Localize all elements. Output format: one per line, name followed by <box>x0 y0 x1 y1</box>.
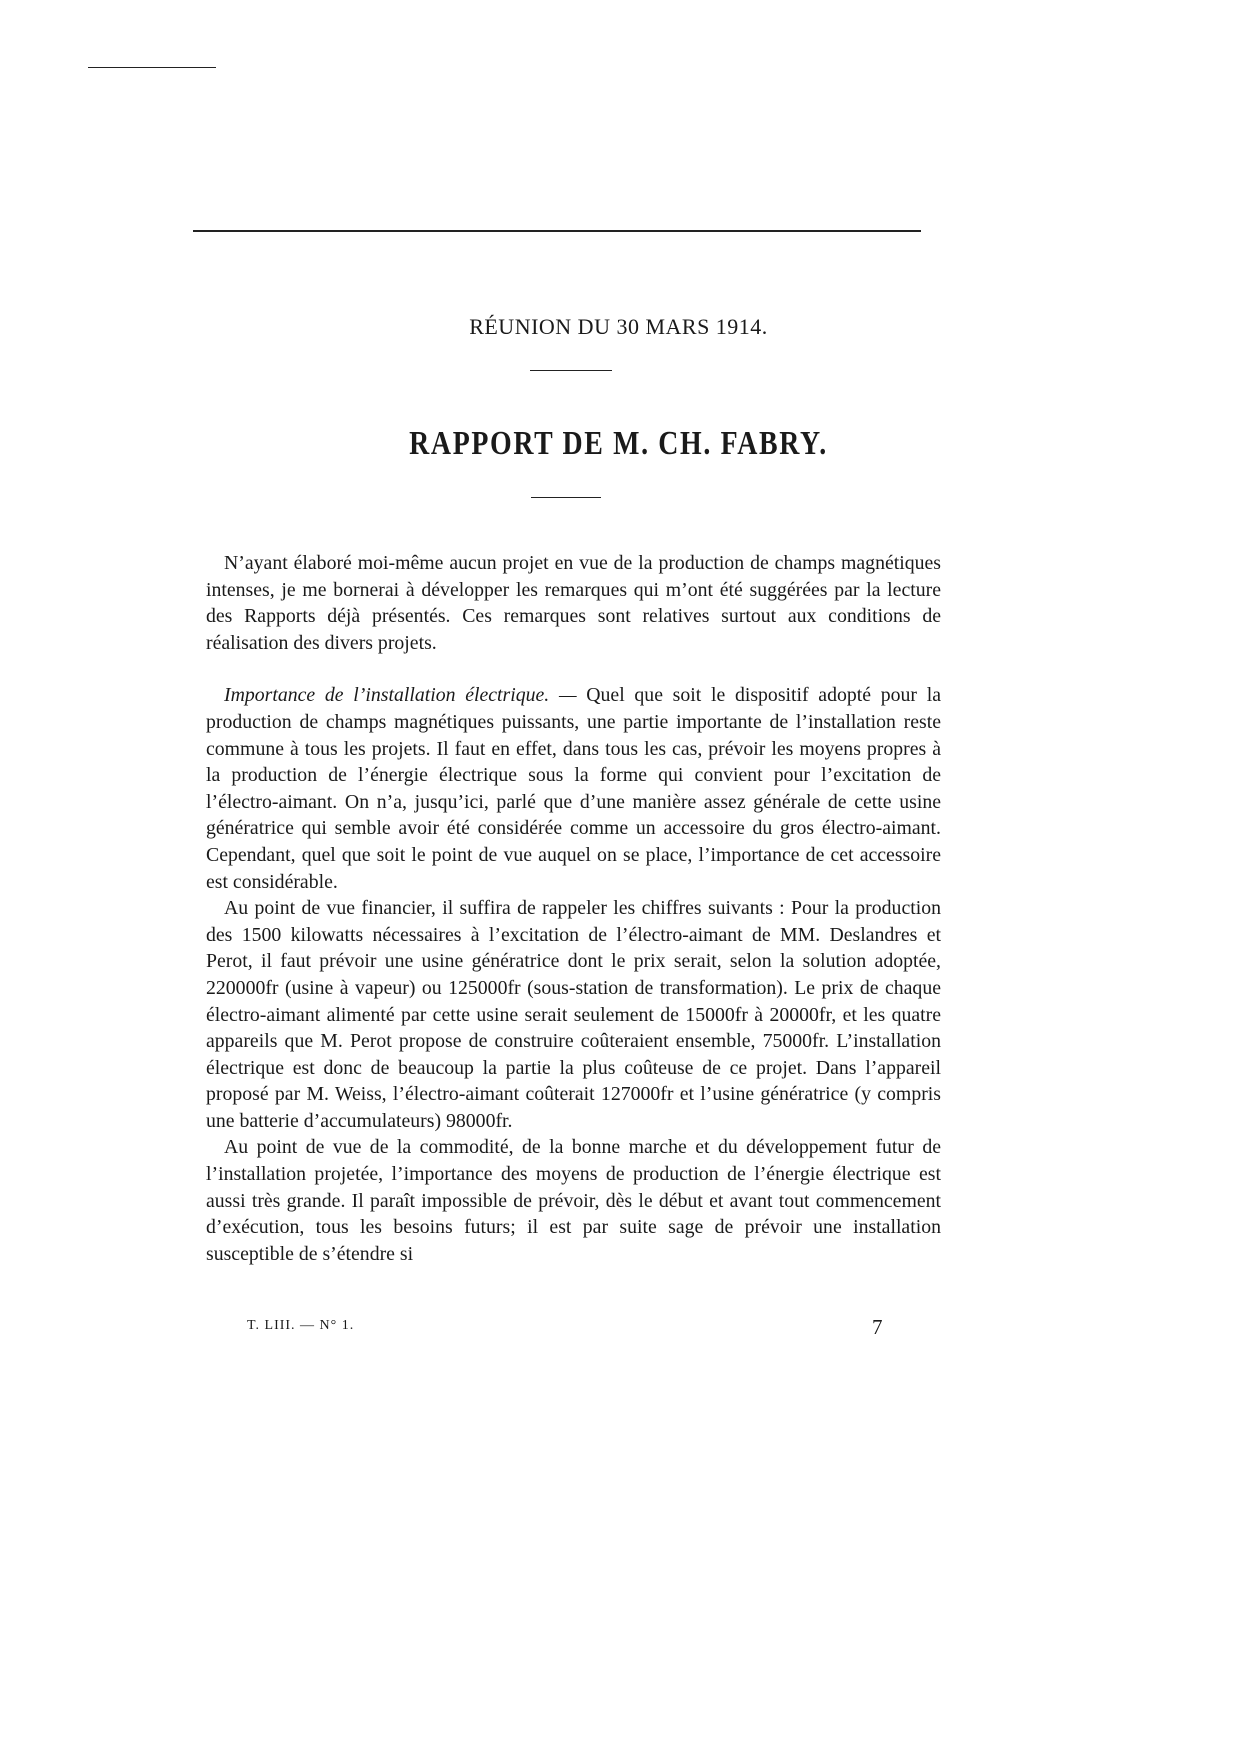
section-heading: Importance de l’installation électrique. — <box>224 684 577 707</box>
report-title: RAPPORT DE M. CH. FABRY. <box>409 425 828 462</box>
volume-reference: T. LIII. — N° 1. <box>247 1318 355 1333</box>
report-body <box>206 550 941 1267</box>
page-number: 7 <box>872 1315 883 1339</box>
header-rule <box>193 230 921 232</box>
paragraph-intro: N’ayant élaboré moi-même aucun projet en vue de la production de champs magnétiques intenses, je me bornerai à développer les remarques qui m’ont été suggérées par la lecture des Rapports déjà présentés. Ces remarques sont relatives surtout aux conditions de réalisation des divers projets. <box>206 552 941 654</box>
separator-rule <box>531 497 601 498</box>
separator-rule <box>530 370 612 371</box>
paragraph-financial: Au point de vue financier, il suffira de rappeler les chiffres suivants : Pour la production des 1500 kilowatts nécessaires à l’excitation de l’électro-aimant de MM. Deslandres et Perot, il faut prévoir une usine génératrice dont le prix serait, selon la solution adoptée, 220000fr (usine à vapeur) ou 125000fr (sous-station de transformation). Le prix de chaque électro-aimant alimenté par cette usine serait seulement de 15000fr à 20000fr, et les quatre appareils que M. Perot propose de construire coûteraient ensemble, 75000fr. L’installation électrique est donc de beaucoup la partie la plus coûteuse de ce projet. Dans l’appareil proposé par M. Weiss, l’électro-aimant coûterait 127000fr et l’usine génératrice (y compris une batterie d’accumulateurs) 98000fr. <box>206 897 941 1132</box>
paragraph-installation <box>206 682 941 895</box>
paragraph-convenience: Au point de vue de la commodité, de la bonne marche et du développement futur de l’installation projetée, l’importance des moyens de production de l’énergie électrique est aussi très grande. Il paraît impossible de prévoir, dès le début et avant tout commencement d’exécution, tous les besoins futurs; il est par suite sage de prévoir une installation susceptible de s’étendre si <box>206 1136 941 1265</box>
meeting-heading: RÉUNION DU 30 MARS 1914. <box>469 314 768 339</box>
corner-rule <box>88 67 216 68</box>
paragraph-installation-text: Quel que soit le dispositif adopté pour la production de champs magnétiques puissants, une partie importante de l’installation reste commune à tous les projets. Il faut en effet, dans tous les cas, prévoir les moyens propres à la production de l’énergie électrique sous la forme qui convient pour l’excitation de l’électro-aimant. On n’a, jusqu’ici, parlé que d’une manière assez générale de cette usine génératrice qui semble avoir été considérée comme un accessoire du gros électro-aimant. Cependant, quel que soit le point de vue auquel on se place, l’importance de cet accessoire est considérable. <box>206 684 941 893</box>
